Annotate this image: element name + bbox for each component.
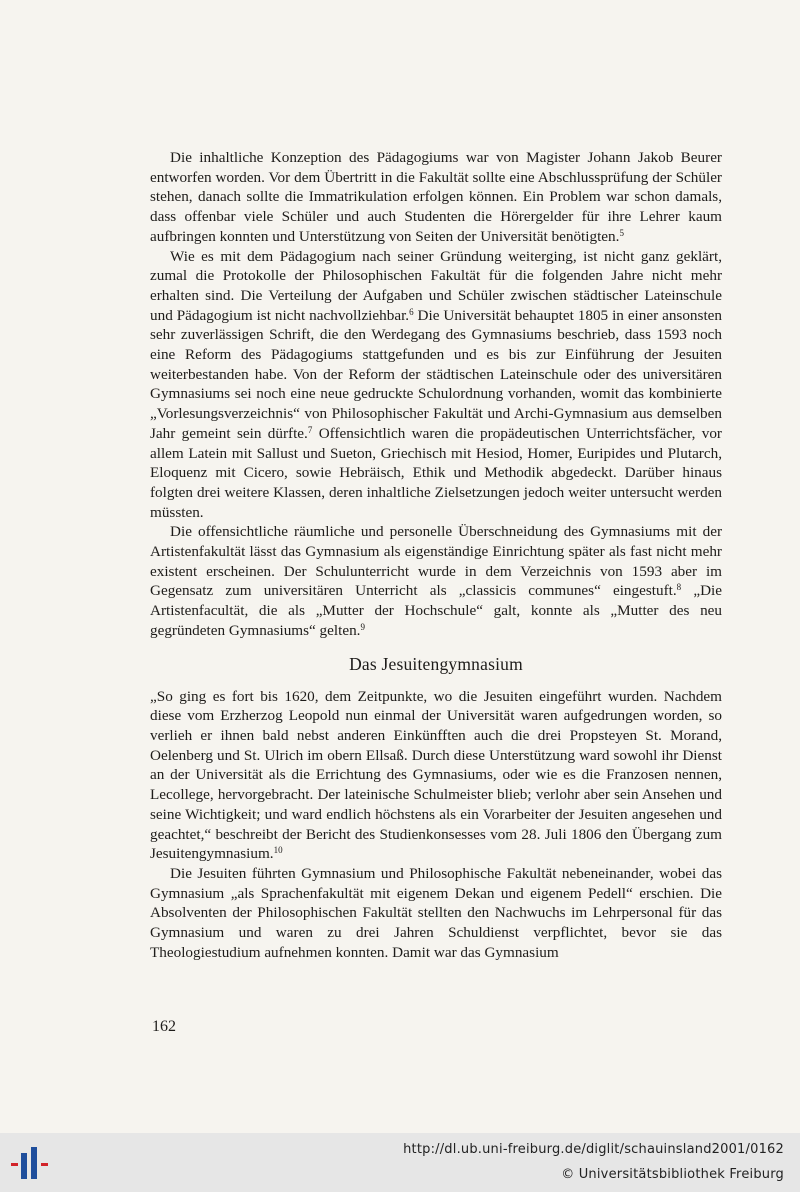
paragraph: Die inhaltliche Konzeption des Pädagogiums war von Magister Johann Jakob Beurer entworfen worden. Vor dem Übertritt in die Fakultät sollte eine Abschlussprüfung der Schüler stehen, danach sollte die Immatrikulation erfolgen können. Ein Problem war schon damals, dass offenbar viele Schüler und auch Studenten die Hörergelder für ihre Lehrer kaum aufbringen konnten und Unterstützung von Seiten der Universität benötigten.$^5$ bbox=[150, 149, 722, 245]
body-text bbox=[150, 148, 722, 962]
footnote-mark: 5 bbox=[619, 227, 624, 238]
section-heading: Das Jesuitengymnasium bbox=[349, 653, 523, 674]
paragraph: Wie es mit dem Pädagogium nach seiner Gründung weiterging, ist nicht ganz geklärt, zumal die Protokolle der Philosophischen Fakultät für die folgenden Jahre nicht mehr erhalten sind. Die Verteilung der Aufgaben und Schüler zwischen städtischer Lateinschule und Pädagogium ist nicht nachvollziehbar.$^6$ Die Universität behauptet 1805 in einer ansonsten sehr zuverlässigen Schrift, die den Werdegang des Gymnasiums beschrieb, dass 1593 noch eine Reform des Pädagogiums stattgefunden und es bis zur Einführung der Jesuiten weiterbestanden habe. Von der Reform der städtischen Lateinschule oder des universitären Gymnasiums sei noch eine neue gedruckte Schulordnung vorhanden, womit das kombinierte „Vorlesungsverzeichnis“ von Philosophischer Fakultät und Archi-Gymnasium aus demselben Jahr gemeint sein dürfte.$^7$ Offensichtlich waren die propädeutischen Unterrichtsfächer, vor allem Latein mit Sallust und Sueton, Griechisch mit Hesiod, Homer, Euripides und Plutarch, Eloquenz mit Cicero, sowie Hebräisch, Ethik und Methodik abgedeckt. Darüber hinaus folgten drei weitere Klassen, deren inhaltliche Zielsetzungen jedoch weiter untersucht werden müssten. bbox=[150, 247, 722, 521]
viewer-footer bbox=[0, 1133, 800, 1192]
ub-freiburg-logo-icon[interactable] bbox=[8, 1141, 52, 1185]
footnote-mark: 9 bbox=[360, 621, 365, 632]
copyright-text: © Universitätsbibliothek Freiburg bbox=[561, 1167, 784, 1182]
footnote-mark: 10 bbox=[273, 845, 283, 856]
paragraph: Die offensichtliche räumliche und personelle Überschneidung des Gymnasiums mit der Artistenfakultät lässt das Gymnasium als eigenständige Einrichtung später als fast nicht mehr existent erscheinen. Der Schulunterricht wurde in dem Verzeichnis von 1593 aber im Gegensatz zum universitären Unterricht als „classicis communes“ eingestuft.$^8$ „Die Artistenfacultät, die als „Mutter der Hochschule“ galt, konnte als „Mutter des neu gegründeten Gymnasiums“ gelten.$^9$ bbox=[150, 523, 723, 639]
paragraph: „So ging es fort bis 1620, dem Zeitpunkte, wo die Jesuiten eingeführt wurden. Nachdem diese vom Erzherzog Leopold nun einmal der Universität waren aufgedrungen worden, so verlieh er ihnen bald nebst anderen Einkünfften auch die drei Propsteyen St. Morand, Oelenberg und St. Ulrich im obern Ellsaß. Durch diese Unterstützung ward sowohl ihr Dienst an der Universität als die Errichtung des Gymnasiums, oder wie es die Franzosen nennen, Lecollege, hervorgebracht. Der lateinische Schulmeister blieb; verlohr aber sein Ansehen und seine Wichtigkeit; und ward endlich höchstens als ein Vorarbeiter der Jesuiten angesehen und geachtet,“ beschreibt der Bericht des Studienkonsesses vom 28. Juli 1806 den Übergang zum Jesuitengymnasium.$^{10}$ bbox=[150, 687, 722, 863]
page-number: 162 bbox=[152, 1018, 176, 1035]
paragraph: Die Jesuiten führten Gymnasium und Philosophische Fakultät nebeneinander, wobei das Gymnasium „als Sprachenfakultät mit eigenem Dekan und eigenem Pedell“ erschien. Die Absolventen der Philosophischen Fakultät stellten den Nachwuchs im Lehrpersonal für das Gymnasium und waren zu drei Jahren Schuldienst verpflichtet, bevor sie das Theologiestudium aufnehmen konnten. Damit war das Gymnasium bbox=[150, 864, 722, 961]
footnote-mark: 6 bbox=[409, 306, 414, 317]
footnote-mark: 8 bbox=[676, 582, 682, 593]
footnote-mark: 7 bbox=[307, 424, 313, 435]
source-url-link[interactable]: http://dl.ub.uni-freiburg.de/diglit/schauinsland2001/0162 bbox=[403, 1142, 784, 1157]
